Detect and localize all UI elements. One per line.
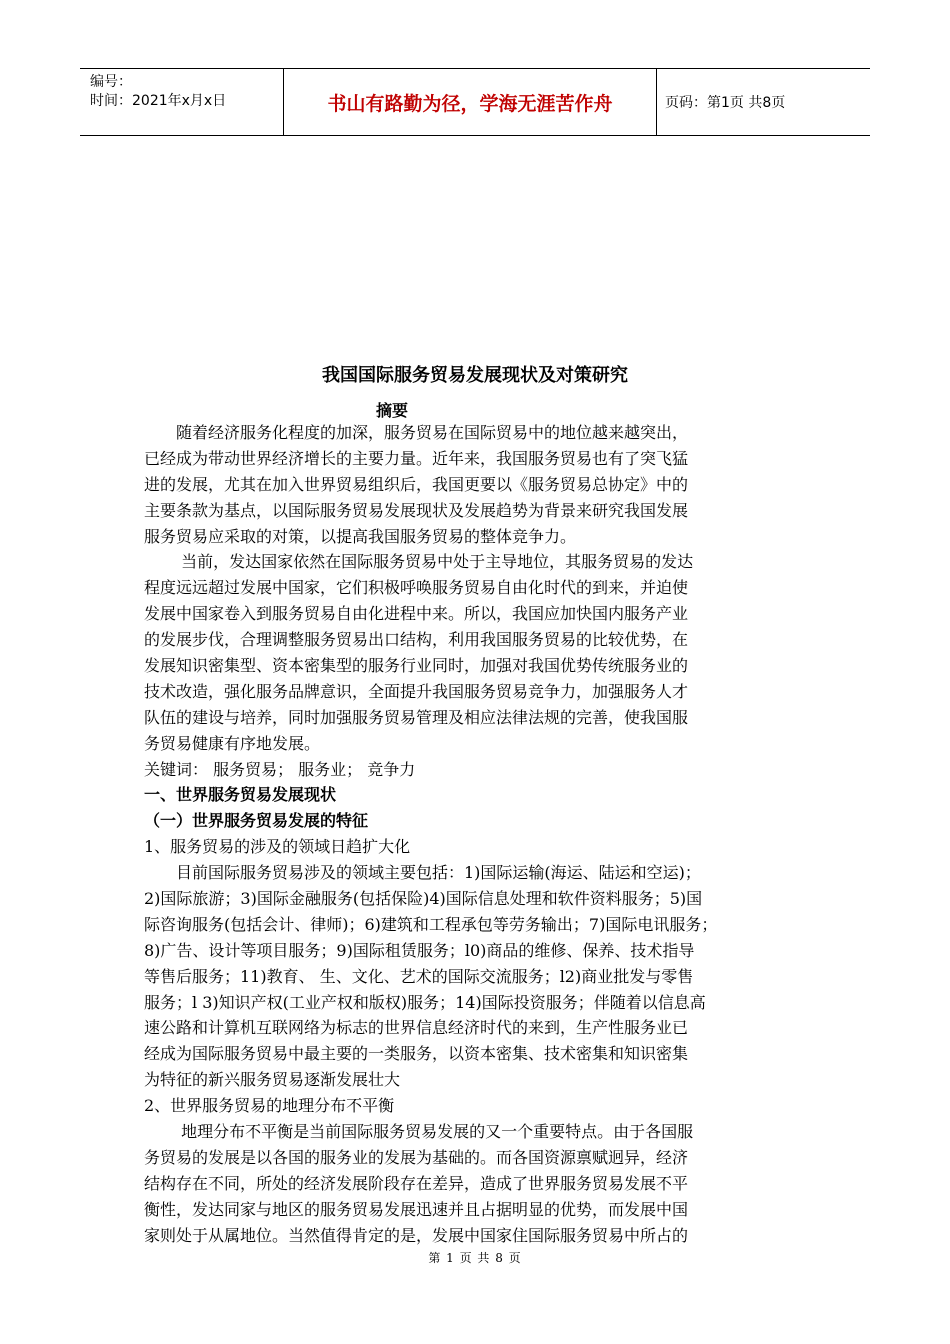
keywords-line: 关键词： 服务贸易； 服务业； 竞争力 (144, 759, 416, 779)
body-line: 结构存在不同，所处的经济发展阶段存在差异，造成了世界服务贸易发展不平 (144, 1173, 689, 1193)
body-line: 进的发展，尤其在加入世界贸易组织后，我国更要以《服务贸易总协定》中的 (144, 474, 689, 494)
body-line: 当前，发达国家依然在国际服务贸易中处于主导地位，其服务贸易的发达 (144, 552, 694, 572)
body-line: 8)广告、设计等项目服务；9)国际租赁服务；l0)商品的维修、保养、技术指导 (144, 940, 695, 960)
body-line: 服务；l 3)知识产权(工业产权和版权)服务；14)国际投资服务；伴随着以信息高 (144, 992, 706, 1012)
body-line: 为特征的新兴服务贸易逐渐发展壮大 (144, 1070, 401, 1090)
body-line: 主要条款为基点，以国际服务贸易发展现状及发展趋势为背景来研究我国发展 (144, 500, 689, 520)
body-line: 的发展步伐，合理调整服务贸易出口结构，利用我国服务贸易的比较优势，在 (144, 630, 689, 650)
body-line: 地理分布不平衡是当前国际服务贸易发展的又一个重要特点。由于各国服 (144, 1122, 694, 1142)
body-line: 程度远远超过发展中国家，它们积极呼唤服务贸易自由化时代的到来，并迫使 (144, 578, 689, 598)
body-line: 发展知识密集型、资本密集型的服务行业同时，加强对我国优势传统服务业的 (144, 656, 689, 676)
point-heading: 2、世界服务贸易的地理分布不平衡 (144, 1096, 395, 1116)
document-body (144, 420, 812, 1249)
subsection-heading: （一）世界服务贸易发展的特征 (144, 811, 369, 831)
body-line: 已经成为带动世界经济增长的主要力量。近年来，我国服务贸易也有了突飞猛 (144, 448, 689, 468)
body-line: 务贸易的发展是以各国的服务业的发展为基础的。而各国资源禀赋迥异，经济 (144, 1147, 689, 1167)
document-number-label: 编号： (90, 74, 132, 90)
body-line: 等售后服务；11)教育、 生、文化、艺术的国际交流服务；l2)商业批发与零售 (144, 966, 694, 986)
header-meta (80, 69, 283, 135)
page-footer: 第 1 页 共 8 页 (428, 1251, 522, 1265)
header-motto: 书山有路勤为径，学海无涯苦作舟 (283, 69, 657, 135)
body-line: 队伍的建设与培养，同时加强服务贸易管理及相应法律法规的完善，使我国服 (144, 707, 689, 727)
body-line: 家则处于从属地位。当然值得肯定的是，发展中国家住国际服务贸易中所占的 (144, 1225, 689, 1245)
body-line: 务贸易健康有序地发展。 (144, 733, 321, 753)
document-time-label: 时间：2021年x月x日 (90, 93, 227, 109)
body-line: 发展中国家卷入到服务贸易自由化进程中来。所以，我国应加快国内服务产业 (144, 604, 689, 624)
body-line: 经成为国际服务贸易中最主要的一类服务，以资本密集、技术密集和知识密集 (144, 1044, 689, 1064)
document-title: 我国国际服务贸易发展现状及对策研究 (322, 365, 628, 386)
body-line: 2)国际旅游；3)国际金融服务(包括保险)4)国际信息处理和软件资料服务；5)国 (144, 889, 703, 909)
body-line: 随着经济服务化程度的加深，服务贸易在国际贸易中的地位越来越突出， (144, 423, 689, 442)
abstract-heading: 摘要 (376, 401, 409, 420)
body-line: 际咨询服务(包括会计、律师)；6)建筑和工程承包等劳务输出；7)国际电讯服务； (144, 914, 718, 934)
body-line: 速公路和计算机互联网络为标志的世界信息经济时代的来到，生产性服务业已 (144, 1018, 689, 1038)
point-heading: 1、服务贸易的涉及的领域日趋扩大化 (144, 837, 411, 857)
header-page-info: 页码：第1页 共8页 (665, 95, 786, 111)
body-line: 技术改造，强化服务品牌意识，全面提升我国服务贸易竞争力，加强服务人才 (144, 681, 689, 701)
section-heading: 一、世界服务贸易发展现状 (144, 785, 337, 805)
body-line: 衡性，发达同家与地区的服务贸易发展迅速并且占据明显的优势，而发展中国 (144, 1199, 689, 1219)
body-line: 目前国际服务贸易涉及的领域主要包括：1)国际运输(海运、陆运和空运)； (144, 863, 701, 883)
page-header (80, 68, 870, 136)
body-line: 服务贸易应采取的对策，以提高我国服务贸易的整体竞争力。 (144, 526, 577, 546)
